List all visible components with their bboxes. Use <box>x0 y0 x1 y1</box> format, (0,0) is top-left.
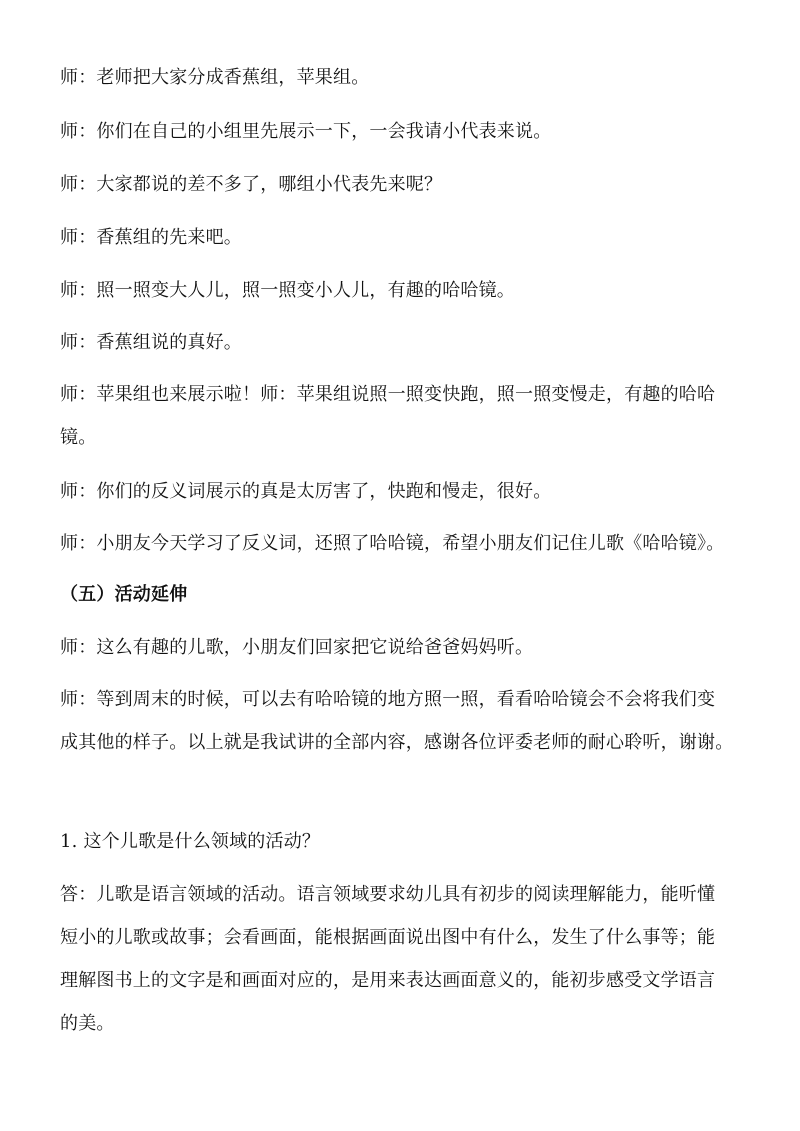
text-line: 师：照一照变大人儿，照一照变小人儿，有趣的哈哈镜。 <box>60 280 515 301</box>
text-line: 师：苹果组也来展示啦！师：苹果组说照一照变快跑，照一照变慢走，有趣的哈哈 <box>60 384 716 405</box>
text-line: 师：这么有趣的儿歌，小朋友们回家把它说给爸爸妈妈听。 <box>60 637 534 658</box>
text-line: 成其他的样子。以上就是我试讲的全部内容，感谢各位评委老师的耐心聆听，谢谢。 <box>60 732 734 753</box>
text-line: 师：老师把大家分成香蕉组，苹果组。 <box>60 67 370 88</box>
text-line: 师：大家都说的差不多了，哪组小代表先来呢？ <box>60 174 443 195</box>
text-line: 师：香蕉组说的真好。 <box>60 332 242 353</box>
answer-line: 答：儿歌是语言领域的活动。语言领域要求幼儿具有初步的阅读理解能力，能听懂 <box>60 884 716 905</box>
text-line: 师：你们在自己的小组里先展示一下，一会我请小代表来说。 <box>60 121 552 142</box>
text-line: 师：你们的反义词展示的真是太厉害了，快跑和慢走，很好。 <box>60 481 552 502</box>
answer-line: 理解图书上的文字是和画面对应的，是用来表达画面意义的，能初步感受文学语言 <box>60 970 716 991</box>
question-line: 1. 这个儿歌是什么领域的活动？ <box>60 831 321 852</box>
text-line: 师：香蕉组的先来吧。 <box>60 227 242 248</box>
text-line: 镜。 <box>60 427 97 448</box>
answer-line: 的美。 <box>60 1013 115 1034</box>
text-line: 师：等到周末的时候，可以去有哈哈镜的地方照一照，看看哈哈镜会不会将我们变 <box>60 689 716 710</box>
answer-line: 短小的儿歌或故事；会看画面，能根据画面说出图中有什么，发生了什么事等；能 <box>60 927 716 948</box>
section-heading: （五）活动延伸 <box>60 584 188 605</box>
text-line: 师：小朋友今天学习了反义词，还照了哈哈镜，希望小朋友们记住儿歌《哈哈镜》。 <box>60 533 725 554</box>
